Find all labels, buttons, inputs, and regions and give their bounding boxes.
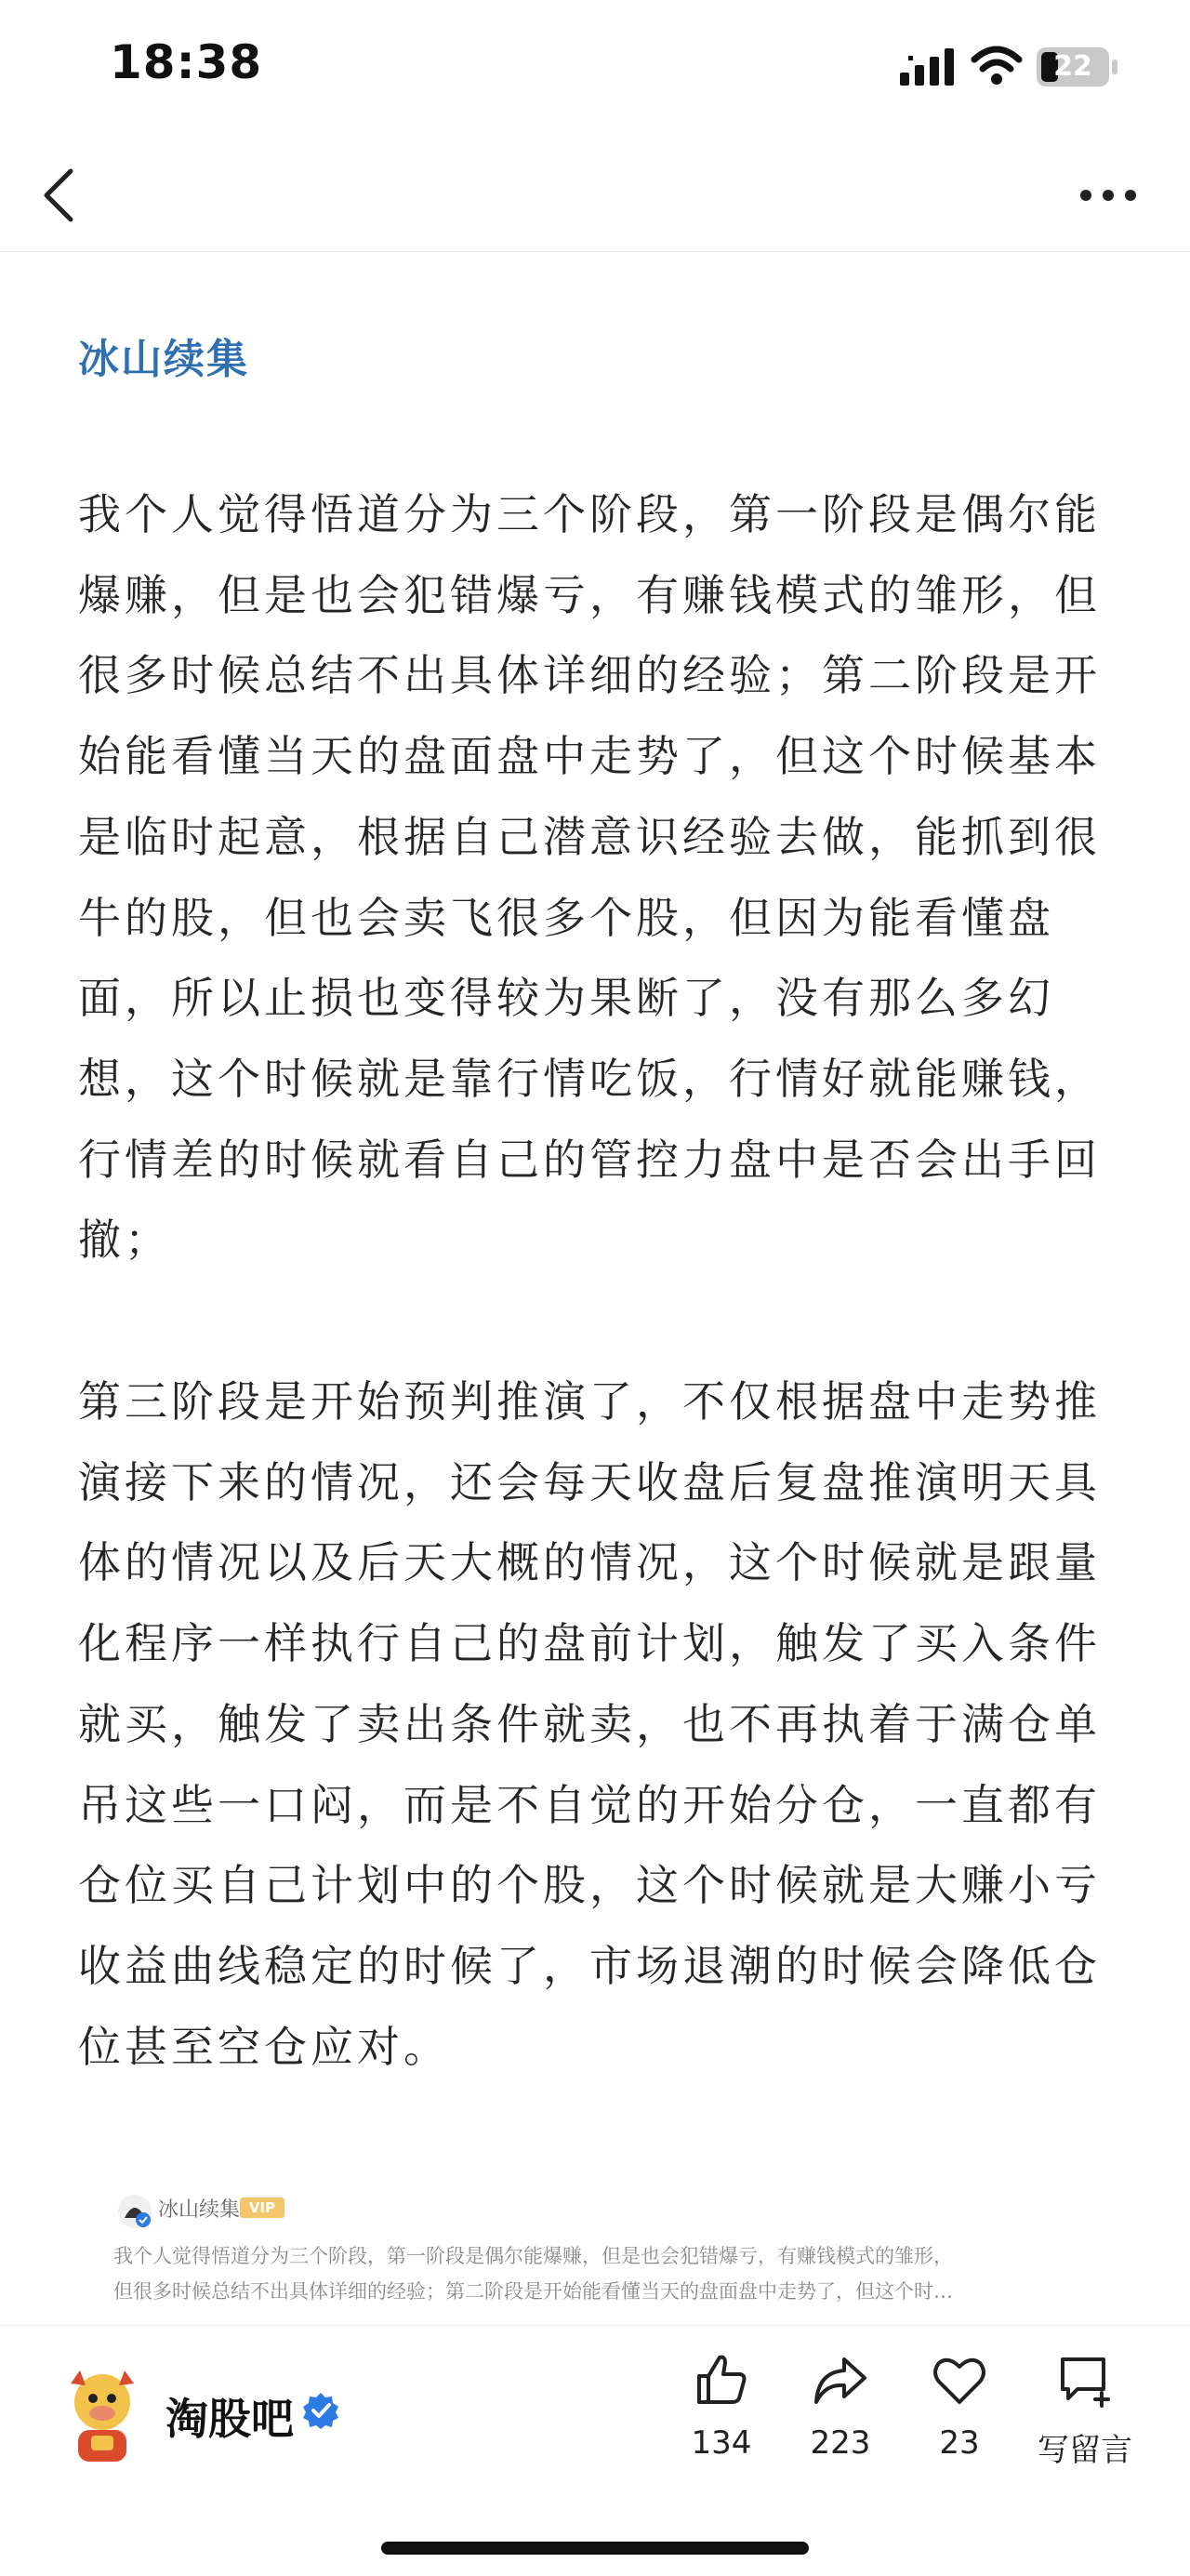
heart-icon xyxy=(932,2352,987,2408)
signal-icon xyxy=(900,48,958,86)
write-comment-button[interactable] xyxy=(1025,2352,1145,2470)
share-button[interactable] xyxy=(785,2352,896,2462)
article-title: 冰山续集 xyxy=(78,336,249,383)
author-avatar xyxy=(117,2194,152,2229)
status-time: 18:38 xyxy=(110,35,263,89)
vip-badge: VIP xyxy=(240,2198,284,2218)
nav-bar xyxy=(0,139,1190,252)
favorite-count: 23 xyxy=(939,2424,980,2462)
share-icon xyxy=(813,2352,868,2408)
share-count: 223 xyxy=(810,2424,871,2462)
quoted-post-text xyxy=(113,2238,1099,2309)
quoted-line-2: 但很多时候总结不出具体详细的经验；第二阶段是开始能看懂当天的盘面盘中走势了，但这个时… xyxy=(113,2280,953,2303)
account-avatar[interactable] xyxy=(58,2365,147,2467)
write-comment-label: 写留言 xyxy=(1038,2432,1132,2469)
quoted-line-1: 我个人觉得悟道分为三个阶段，第一阶段是偶尔能爆赚，但是也会犯错爆亏，有赚钱模式的雏形， xyxy=(113,2245,953,2267)
back-icon[interactable] xyxy=(39,166,76,225)
wifi-icon xyxy=(971,45,1023,86)
status-bar xyxy=(0,0,1190,130)
favorite-button[interactable] xyxy=(904,2352,1015,2462)
home-indicator[interactable] xyxy=(381,2542,809,2555)
thumbs-up-icon xyxy=(694,2352,749,2408)
account-name[interactable]: 淘股吧 xyxy=(165,2394,294,2444)
comment-add-icon xyxy=(1057,2352,1113,2408)
more-icon[interactable] xyxy=(1078,184,1138,206)
bottom-bar xyxy=(0,2325,1190,2576)
like-button[interactable] xyxy=(666,2352,777,2462)
like-count: 134 xyxy=(691,2424,752,2462)
verified-icon xyxy=(301,2391,340,2430)
article-paragraph-2: 第三阶段是开始预判推演了，不仅根据盘中走势推演接下来的情况，还会每天收盘后复盘推演明天具体的情况以及后天大概的情况，这个时候就是跟量化程序一样执行自己的盘前计划，触发了买入条件就买，触发了卖出条件就卖，也不再执着于满仓单吊这些一口闷，而是不自觉的开始分仓，一直都有仓位买自己计划中的个股，这个时候就是大赚小亏收益曲线稳定的时候了，市场退潮的时候会降低仓位甚至空仓应对。 xyxy=(78,1376,1101,2072)
quoted-post-card[interactable] xyxy=(108,2190,1103,2320)
article-paragraph-1: 我个人觉得悟道分为三个阶段，第一阶段是偶尔能爆赚，但是也会犯错爆亏，有赚钱模式的雏形，但很多时候总结不出具体详细的经验；第二阶段是开始能看懂当天的盘面盘中走势了，但这个时候基本是临时起意，根据自己潜意识经验去做，能抓到很牛的股，但也会卖飞很多个股，但因为能看懂盘面，所以止损也变得较为果断了，没有那么多幻想，这个时候就是靠行情吃饭，行情好就能赚钱，行情差的时候就看自己的管控力盘中是否会出手回撤； xyxy=(78,489,1101,1266)
quoted-author-name: 冰山续集 xyxy=(158,2198,241,2222)
battery-level: 22 xyxy=(1053,50,1092,83)
